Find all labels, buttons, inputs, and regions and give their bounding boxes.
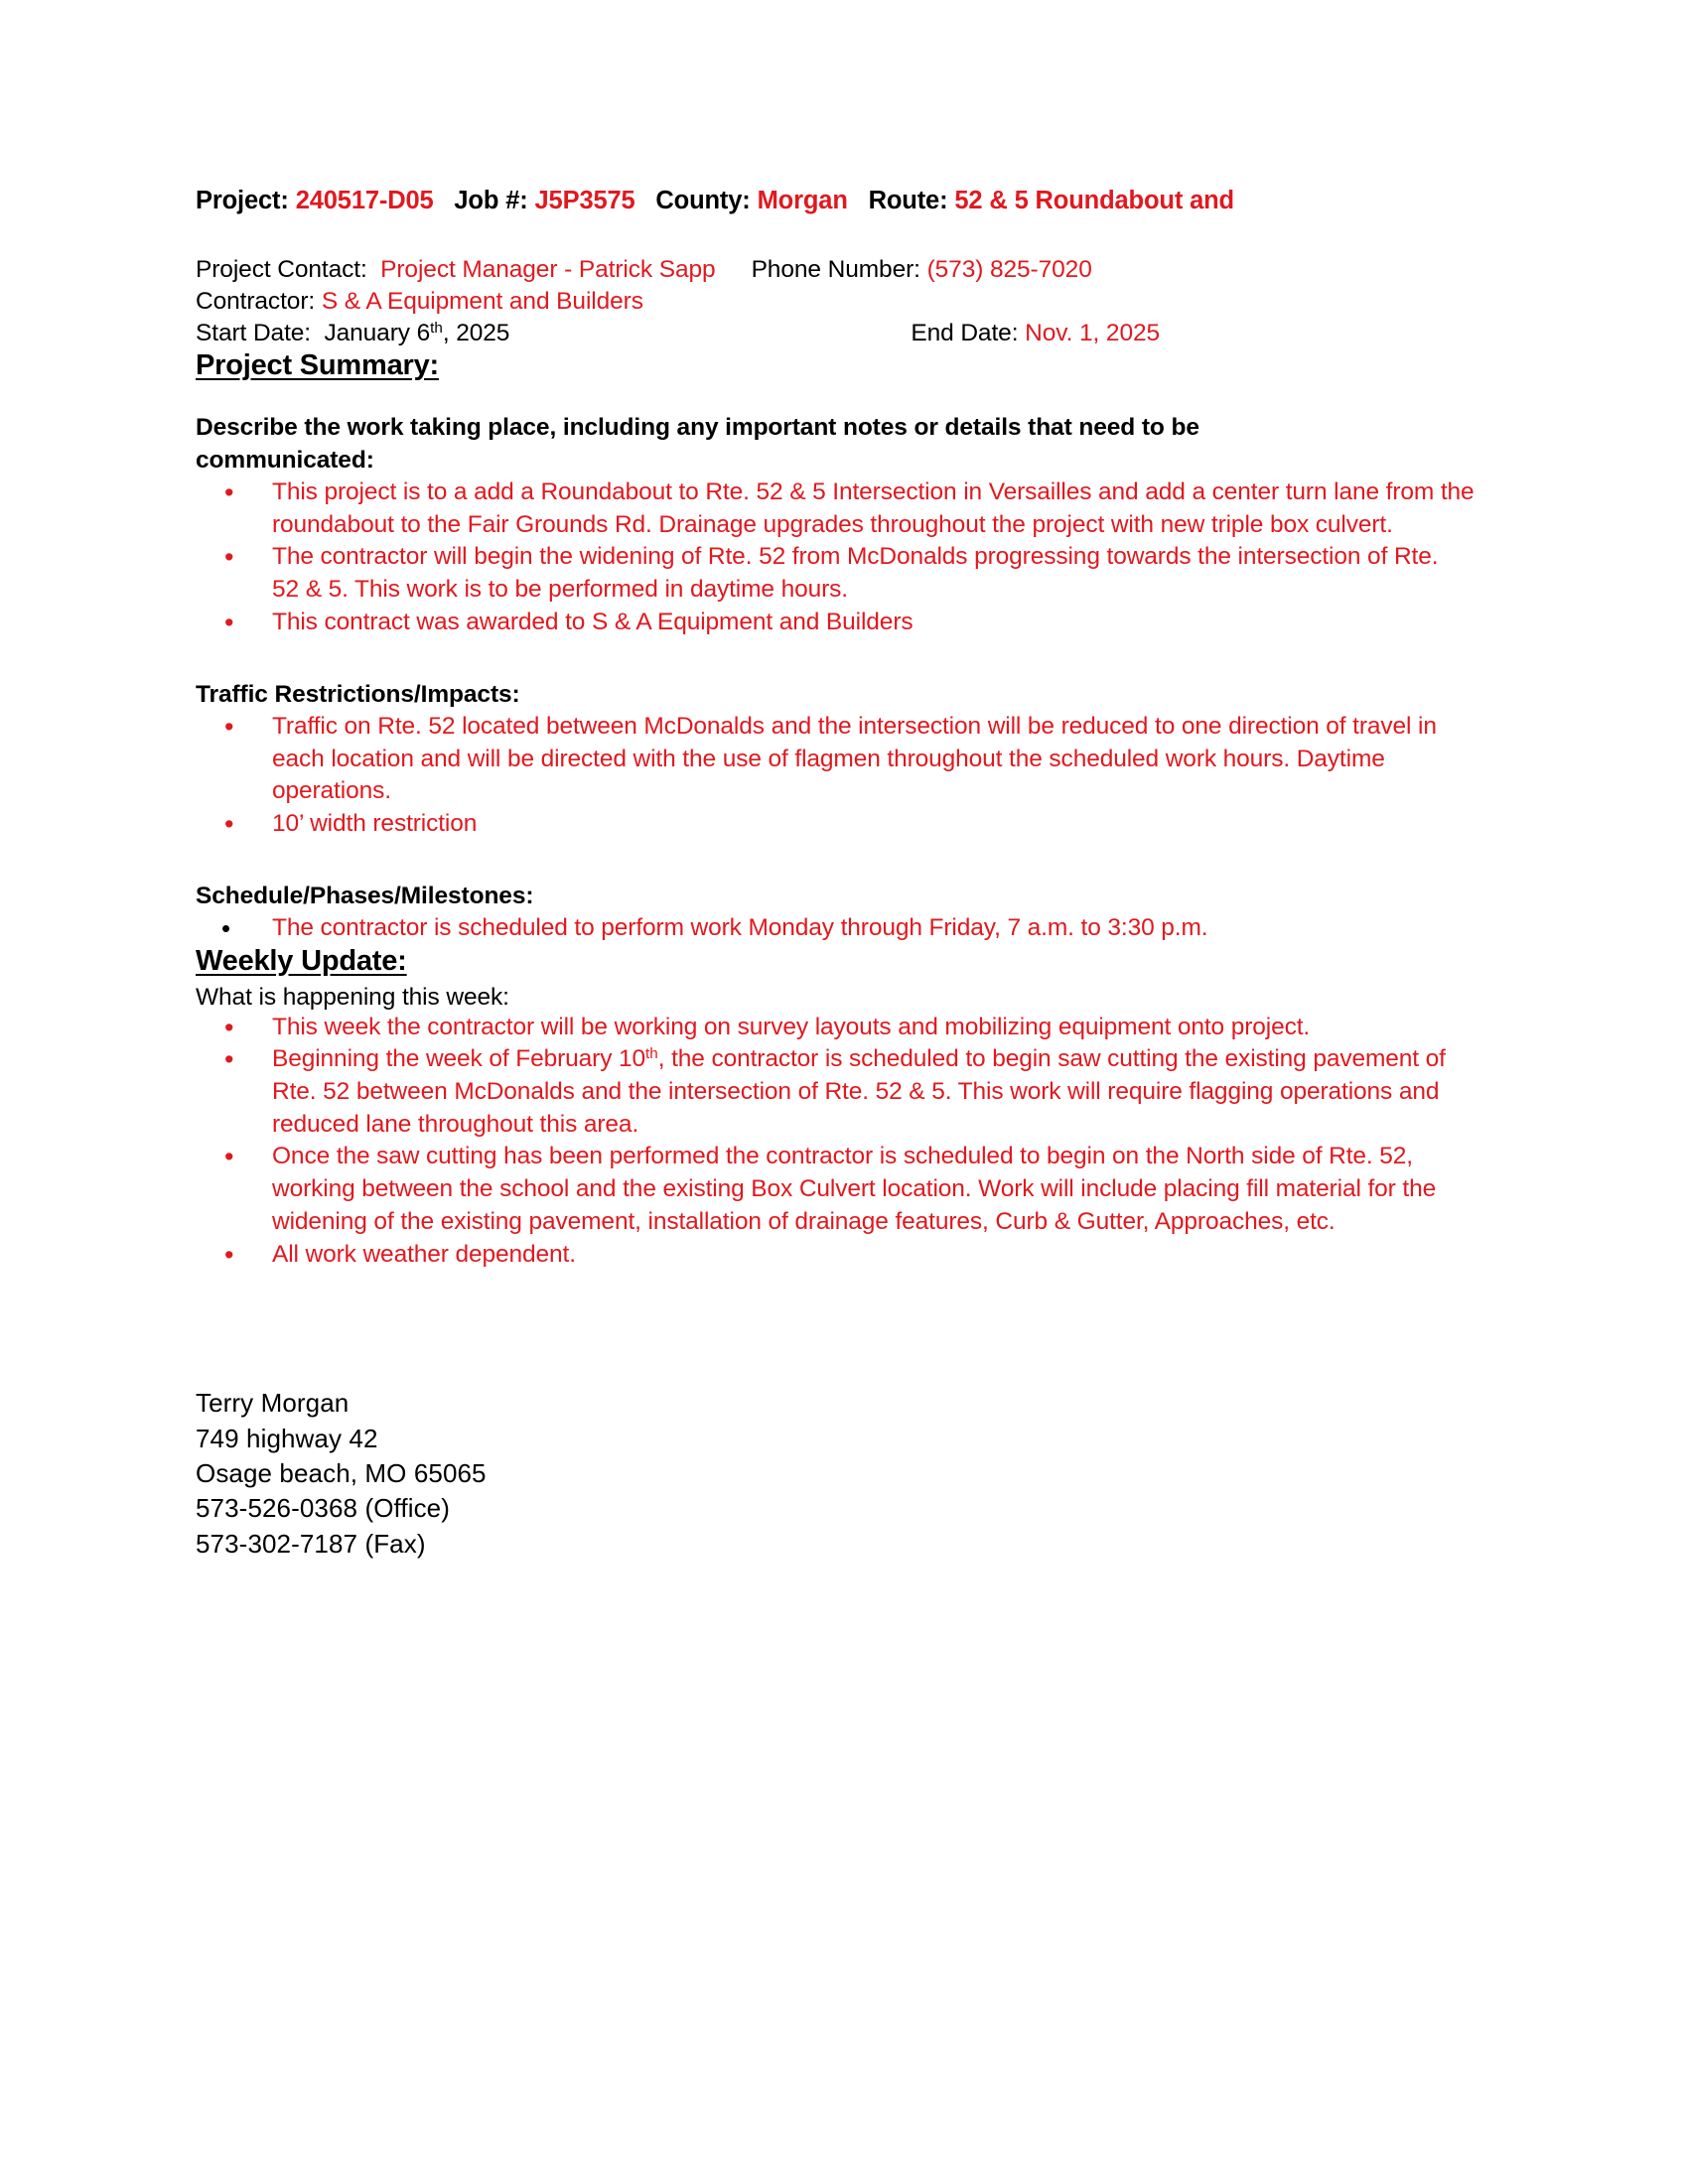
- signature-address: 749 highway 42: [196, 1423, 378, 1453]
- schedule-heading: Schedule/Phases/Milestones:: [196, 882, 534, 909]
- list-item: • This week the contractor will be working on survey layouts and mobilizing equipment onto project.: [196, 1012, 1369, 1044]
- signature-block: [196, 1386, 1496, 1562]
- contact-label: Project Contact:: [196, 256, 367, 284]
- contact-row: [196, 254, 1496, 286]
- weekly-bullet2-text-a: Beginning the week of February 10: [272, 1045, 646, 1073]
- project-summary-heading: Project Summary:: [196, 349, 439, 382]
- start-date-value: January 6: [324, 320, 431, 347]
- end-date-value: Nov. 1, 2025: [1025, 320, 1161, 347]
- signature-name: Terry Morgan: [196, 1388, 350, 1419]
- document-body: [196, 187, 1496, 1562]
- list-item: • This contract was awarded to S & A Equipment and Builders: [196, 607, 1449, 639]
- weekly-update-prompt: What is happening this week:: [196, 983, 509, 1011]
- schedule-bullet-list: [196, 912, 1496, 945]
- contractor-value: S & A Equipment and Builders: [321, 288, 643, 316]
- contact-value: Project Manager - Patrick Sapp: [380, 256, 716, 284]
- job-value: J5P3575: [534, 187, 635, 214]
- project-header-line: [196, 187, 1496, 214]
- list-item: • The contractor is scheduled to perform work Monday through Friday, 7 a.m. to 3:30 p.m.: [196, 912, 1449, 945]
- job-label: Job #:: [454, 187, 528, 214]
- start-date-year: , 2025: [442, 320, 510, 347]
- list-item: • Traffic on Rte. 52 located between McDonalds and the intersection will be reduced to one direction of travel in each location and will be directed with the use of flagmen throughout the scheduled work hours. Daytime operations.: [196, 711, 1478, 808]
- traffic-restrictions-heading: Traffic Restrictions/Impacts:: [196, 680, 520, 708]
- weekly-update-bullet-list: [196, 1012, 1496, 1272]
- traffic-restrictions-bullet-list: [196, 711, 1496, 841]
- end-date-label: End Date:: [911, 320, 1019, 347]
- county-label: County:: [655, 187, 751, 214]
- phone-label: Phone Number:: [751, 256, 920, 284]
- phone-value: (573) 825-7020: [926, 256, 1092, 284]
- start-date-ordinal: th: [430, 320, 443, 338]
- weekly-update-heading: Weekly Update:: [196, 944, 407, 977]
- weekly-bullet2-text-b: , the contractor is scheduled to begin saw cutting the existing pavement of Rte. 52 between McDonalds and the intersection of Rte. 52 & 5. This work will require flagging operations and reduced lane throughout this area.: [272, 1045, 1446, 1138]
- list-item: [196, 1043, 1478, 1141]
- list-item: • All work weather dependent.: [196, 1239, 1424, 1272]
- signature-fax-phone: 573-302-7187 (Fax): [196, 1528, 426, 1559]
- signature-city-state-zip: Osage beach, MO 65065: [196, 1458, 487, 1489]
- contractor-label: Contractor:: [196, 288, 316, 316]
- list-item: • The contractor will begin the widening of Rte. 52 from McDonalds progressing towards the intersection of Rte. 52 & 5. This work is to be performed in daytime hours.: [196, 541, 1449, 606]
- start-date-label: Start Date:: [196, 320, 312, 347]
- list-item: • 10’ width restriction: [196, 808, 1449, 841]
- project-summary-bullet-list: [196, 477, 1496, 639]
- project-value: 240517-D05: [295, 187, 434, 214]
- signature-office-phone: 573-526-0368 (Office): [196, 1493, 450, 1524]
- project-label: Project:: [196, 187, 289, 214]
- project-meta-block: [196, 254, 1496, 349]
- route-value: 52 & 5 Roundabout and: [954, 187, 1234, 214]
- county-value: Morgan: [757, 187, 848, 214]
- route-label: Route:: [868, 187, 948, 214]
- dates-row: [196, 318, 1496, 349]
- project-summary-prompt: Describe the work taking place, including any important notes or details that need to be communicated:: [196, 414, 1199, 474]
- list-item: • This project is to a add a Roundabout to Rte. 52 & 5 Intersection in Versailles and add a center turn lane from the roundabout to the Fair Grounds Rd. Drainage upgrades throughout the project with new triple box culvert.: [196, 477, 1478, 541]
- weekly-bullet2-ordinal: th: [645, 1045, 658, 1063]
- contractor-row: [196, 286, 1496, 318]
- list-item: • Once the saw cutting has been performed the contractor is scheduled to begin on the North side of Rte. 52, working between the school and the existing Box Culvert location. Work will include placing fill material for the widening of the existing pavement, installation of drainage features, Curb & Gutter, Approaches, etc.: [196, 1141, 1478, 1238]
